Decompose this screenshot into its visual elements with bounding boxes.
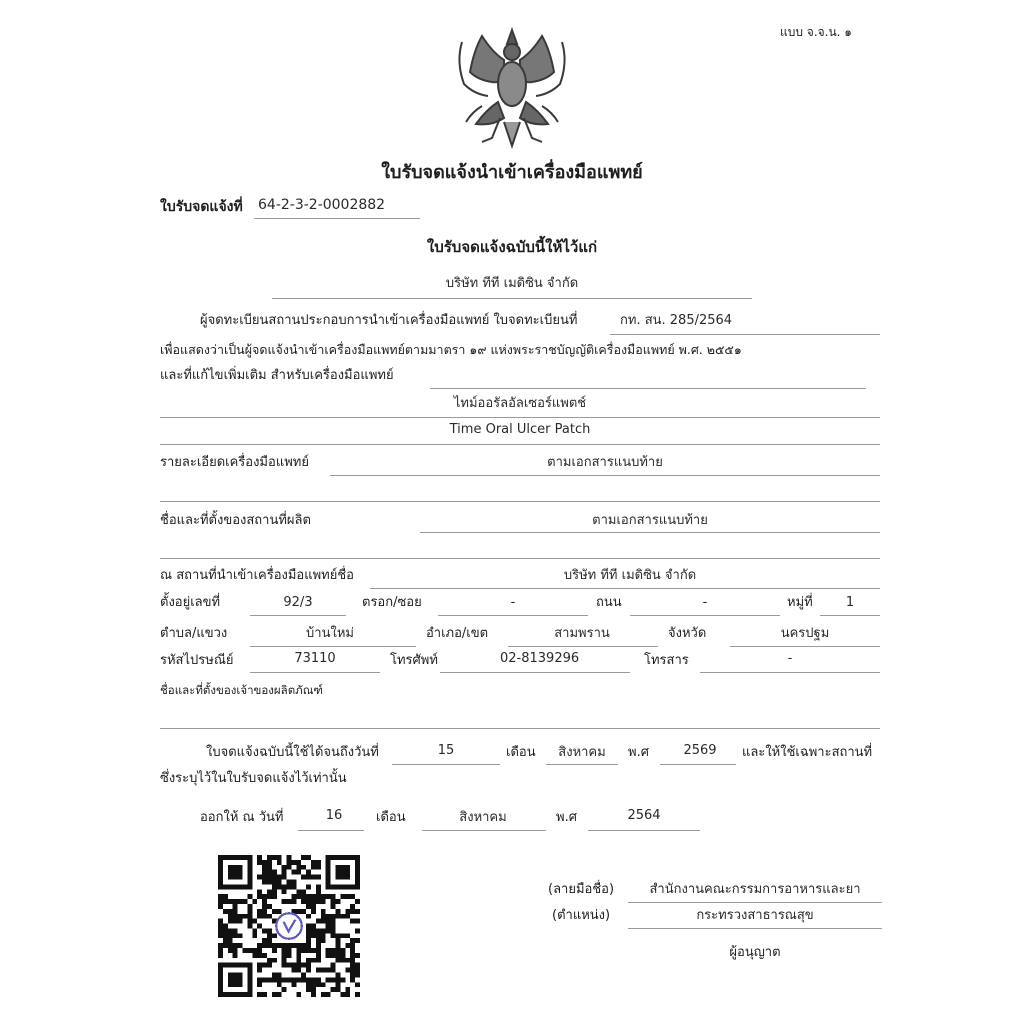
detail-line bbox=[330, 475, 880, 476]
moo-label: หมู่ที่ bbox=[787, 595, 813, 610]
address-no-line bbox=[250, 615, 346, 616]
manufacturer-line-2 bbox=[160, 558, 880, 559]
moo-line bbox=[820, 615, 880, 616]
manufacturer-label: ชื่อและที่ตั้งของสถานที่ผลิต bbox=[160, 513, 311, 528]
cert-no-line bbox=[254, 218, 420, 219]
address-no-label: ตั้งอยู่เลขที่ bbox=[160, 595, 221, 610]
detail-value: ตามเอกสารแนบท้าย bbox=[547, 455, 663, 470]
issued-label: ออกให้ ณ วันที่ bbox=[200, 810, 284, 825]
position-value: กระทรวงสาธารณสุข bbox=[696, 908, 814, 923]
postal-value: 73110 bbox=[294, 651, 336, 666]
issued-year: 2564 bbox=[627, 808, 661, 823]
authorizer-role: ผู้อนุญาต bbox=[729, 945, 781, 960]
lane-label: ตรอก/ซอย bbox=[362, 595, 422, 610]
phone-label: โทรศัพท์ bbox=[390, 653, 438, 668]
company-name: บริษัท ทีที เมดิซิน จำกัด bbox=[445, 276, 579, 291]
issued-day-line bbox=[298, 830, 364, 831]
issued-day: 16 bbox=[325, 808, 343, 823]
company-line bbox=[272, 298, 752, 299]
device-name-english-line bbox=[160, 444, 880, 445]
validity-year-label: พ.ศ bbox=[628, 745, 649, 760]
fax-value: - bbox=[787, 651, 793, 666]
amend-label: และที่แก้ไขเพิ่มเติม สำหรับเครื่องมือแพทย์ bbox=[160, 368, 394, 383]
validity-month-line bbox=[546, 764, 618, 765]
issued-month-label: เดือน bbox=[376, 810, 406, 825]
road-line bbox=[630, 615, 780, 616]
province-line bbox=[730, 646, 880, 647]
device-name-thai-line bbox=[160, 417, 880, 418]
device-name-english: Time Oral Ulcer Patch bbox=[449, 422, 591, 437]
road-value: - bbox=[702, 595, 708, 610]
validity-day-line bbox=[392, 764, 500, 765]
validity-day: 15 bbox=[437, 743, 455, 758]
issued-month-line bbox=[422, 830, 546, 831]
fax-label: โทรสาร bbox=[644, 653, 689, 668]
validity-year-line bbox=[660, 764, 736, 765]
subdistrict-line bbox=[250, 646, 416, 647]
validity-month-label: เดือน bbox=[506, 745, 536, 760]
owner-label: ชื่อและที่ตั้งของเจ้าของผลิตภัณฑ์ bbox=[160, 683, 323, 697]
validity-year: 2569 bbox=[683, 743, 717, 758]
registration-label: ผู้จดทะเบียนสถานประกอบการนำเข้าเครื่องมือแพทย์ ใบจดทะเบียนที่ bbox=[200, 313, 578, 328]
position-label: (ตำแหน่ง) bbox=[552, 908, 611, 923]
district-label: อำเภอ/เขต bbox=[426, 626, 489, 641]
registration-number: กท. สน. 285/2564 bbox=[620, 313, 733, 328]
detail-line-2 bbox=[160, 501, 880, 502]
device-name-thai: ไทม์ออรัลอัลเซอร์แพตช์ bbox=[453, 396, 587, 411]
cert-no-label: ใบรับจดแจ้งที่ bbox=[160, 199, 243, 215]
signature-label: (ลายมือชื่อ) bbox=[548, 882, 615, 897]
province-label: จังหวัด bbox=[668, 626, 707, 641]
owner-line bbox=[160, 728, 880, 729]
validity-label: ใบจดแจ้งฉบับนี้ใช้ได้จนถึงวันที่ bbox=[206, 745, 379, 760]
district-value: สามพราน bbox=[554, 626, 610, 641]
subdistrict-value: บ้านใหม่ bbox=[306, 626, 354, 641]
phone-value: 02-8139296 bbox=[500, 651, 580, 666]
validity-suffix: และให้ใช้เฉพาะสถานที่ bbox=[742, 745, 873, 760]
law-reference: เพื่อแสดงว่าเป็นผู้จดแจ้งนำเข้าเครื่องมือแพทย์ตามมาตรา ๑๙ แห่งพระราชบัญญัติเครื่องมือแพทย์ พ.ศ. ๒๕๕๑ bbox=[160, 342, 742, 357]
validity-line-2: ซึ่งระบุไว้ในใบรับจดแจ้งไว้เท่านั้น bbox=[160, 771, 347, 786]
importer-line bbox=[370, 588, 880, 589]
address-no-value: 92/3 bbox=[283, 595, 313, 610]
phone-line bbox=[440, 672, 630, 673]
importer-label: ณ สถานที่นำเข้าเครื่องมือแพทย์ชื่อ bbox=[160, 568, 354, 583]
registration-line bbox=[610, 334, 880, 335]
subdistrict-label: ตำบล/แขวง bbox=[160, 626, 228, 641]
importer-value: บริษัท ทีที เมดิซิน จำกัด bbox=[563, 568, 697, 583]
issued-year-label: พ.ศ bbox=[556, 810, 577, 825]
postal-line bbox=[250, 672, 380, 673]
qr-code-icon bbox=[218, 855, 360, 997]
lane-line bbox=[438, 615, 588, 616]
district-line bbox=[508, 646, 658, 647]
position-line bbox=[628, 928, 882, 929]
issued-to-heading: ใบรับจดแจ้งฉบับนี้ให้ไว้แก่ bbox=[426, 238, 598, 256]
signature-value: สำนักงานคณะกรรมการอาหารและยา bbox=[649, 882, 861, 897]
amend-line bbox=[430, 388, 866, 389]
moo-value: 1 bbox=[845, 595, 855, 610]
manufacturer-value: ตามเอกสารแนบท้าย bbox=[592, 513, 708, 528]
issued-year-line bbox=[588, 830, 700, 831]
province-value: นครปฐม bbox=[780, 626, 830, 641]
lane-value: - bbox=[510, 595, 516, 610]
form-code: แบบ จ.จ.น. ๑ bbox=[780, 25, 852, 39]
postal-label: รหัสไปรษณีย์ bbox=[160, 653, 234, 668]
document-title: ใบรับจดแจ้งนำเข้าเครื่องมือแพทย์ bbox=[381, 162, 643, 183]
fax-line bbox=[700, 672, 880, 673]
road-label: ถนน bbox=[596, 595, 622, 610]
garuda-emblem-icon bbox=[452, 22, 572, 150]
cert-no-value: 64-2-3-2-0002882 bbox=[258, 197, 386, 213]
signature-line bbox=[628, 902, 882, 903]
issued-month: สิงหาคม bbox=[459, 810, 507, 825]
validity-month: สิงหาคม bbox=[558, 745, 606, 760]
manufacturer-line bbox=[420, 532, 880, 533]
detail-label: รายละเอียดเครื่องมือแพทย์ bbox=[160, 455, 309, 470]
